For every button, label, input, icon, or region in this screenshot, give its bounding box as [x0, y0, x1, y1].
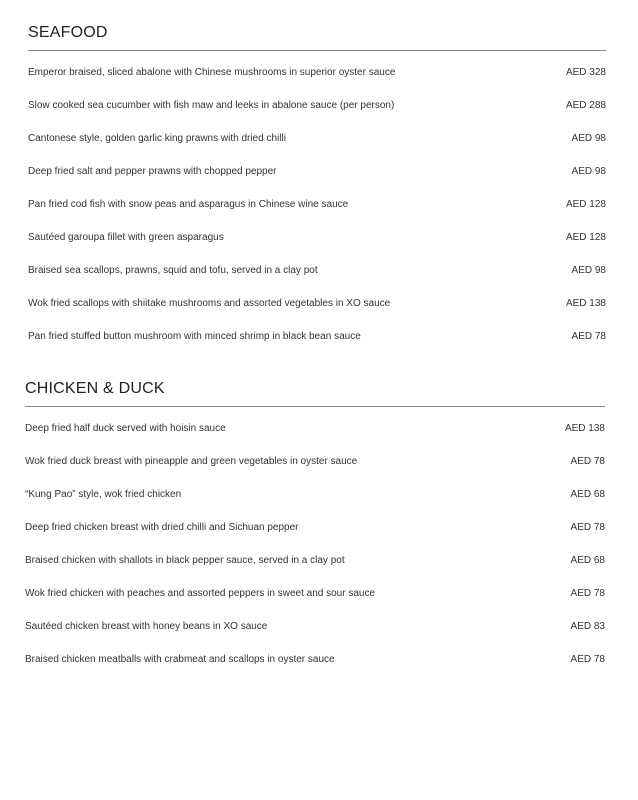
menu-item — [25, 456, 605, 489]
menu-item-price: AED 128 — [565, 232, 606, 243]
menu-item-price: AED 128 — [565, 199, 606, 210]
menu-item-name: Deep fried salt and pepper prawns with chopped pepper — [28, 166, 277, 177]
menu-item-name: Sautéed garoupa fillet with green asparagus — [28, 232, 224, 243]
section-divider — [28, 50, 606, 51]
menu-item-price: AED 78 — [570, 522, 605, 533]
menu-item-price: AED 68 — [570, 489, 605, 500]
seafood-section — [28, 22, 606, 364]
menu-item-price: AED 98 — [571, 133, 606, 144]
menu-item — [25, 423, 605, 456]
menu-item-price: AED 138 — [565, 298, 606, 309]
menu-item — [28, 100, 606, 133]
menu-item-name: Deep fried half duck served with hoisin sauce — [25, 423, 226, 434]
chicken-duck-section — [25, 378, 605, 687]
menu-item-price: AED 83 — [570, 621, 605, 632]
menu-item-name: Emperor braised, sliced abalone with Chinese mushrooms in superior oyster sauce — [28, 67, 396, 78]
menu-item-name: Braised sea scallops, prawns, squid and tofu, served in a clay pot — [28, 265, 318, 276]
menu-item — [25, 555, 605, 588]
seafood-menu-list — [28, 67, 606, 364]
menu-item — [28, 331, 606, 364]
menu-item-price: AED 78 — [570, 456, 605, 467]
section-divider — [25, 406, 605, 407]
menu-item — [25, 522, 605, 555]
menu-item — [28, 166, 606, 199]
menu-item-name: Braised chicken meatballs with crabmeat and scallops in oyster sauce — [25, 654, 335, 665]
menu-item — [28, 67, 606, 100]
menu-item-price: AED 328 — [565, 67, 606, 78]
section-title-seafood: SEAFOOD — [28, 24, 108, 41]
menu-item — [28, 265, 606, 298]
menu-item — [25, 654, 605, 687]
menu-item-price: AED 78 — [570, 654, 605, 665]
chicken-duck-menu-list — [25, 423, 605, 687]
menu-item-name: Pan fried stuffed button mushroom with minced shrimp in black bean sauce — [28, 331, 361, 342]
menu-item-name: Deep fried chicken breast with dried chilli and Sichuan pepper — [25, 522, 299, 533]
menu-item-name: Sautéed chicken breast with honey beans in XO sauce — [25, 621, 268, 632]
menu-item-price: AED 288 — [565, 100, 606, 111]
menu-item — [28, 298, 606, 331]
section-title-chicken-duck: CHICKEN & DUCK — [25, 380, 165, 397]
menu-item-name: Wok fried scallops with shiitake mushrooms and assorted vegetables in XO sauce — [28, 298, 391, 309]
menu-item-price: AED 78 — [570, 588, 605, 599]
menu-item-price: AED 98 — [571, 265, 606, 276]
menu-item — [28, 232, 606, 265]
menu-item — [28, 133, 606, 166]
menu-item — [25, 621, 605, 654]
menu-item-name: Pan fried cod fish with snow peas and asparagus in Chinese wine sauce — [28, 199, 349, 210]
menu-item — [28, 199, 606, 232]
menu-item — [25, 489, 605, 522]
menu-item-name: “Kung Pao” style, wok fried chicken — [25, 489, 182, 500]
menu-item-price: AED 98 — [571, 166, 606, 177]
menu-item — [25, 588, 605, 621]
menu-item-name: Cantonese style, golden garlic king prawns with dried chilli — [28, 133, 286, 144]
menu-item-name: Braised chicken with shallots in black pepper sauce, served in a clay pot — [25, 555, 345, 566]
menu-item-price: AED 78 — [571, 331, 606, 342]
menu-item-name: Wok fried duck breast with pineapple and green vegetables in oyster sauce — [25, 456, 358, 467]
menu-item-price: AED 138 — [564, 423, 605, 434]
menu-item-price: AED 68 — [570, 555, 605, 566]
menu-item-name: Slow cooked sea cucumber with fish maw and leeks in abalone sauce (per person) — [28, 100, 395, 111]
menu-item-name: Wok fried chicken with peaches and assorted peppers in sweet and sour sauce — [25, 588, 376, 599]
